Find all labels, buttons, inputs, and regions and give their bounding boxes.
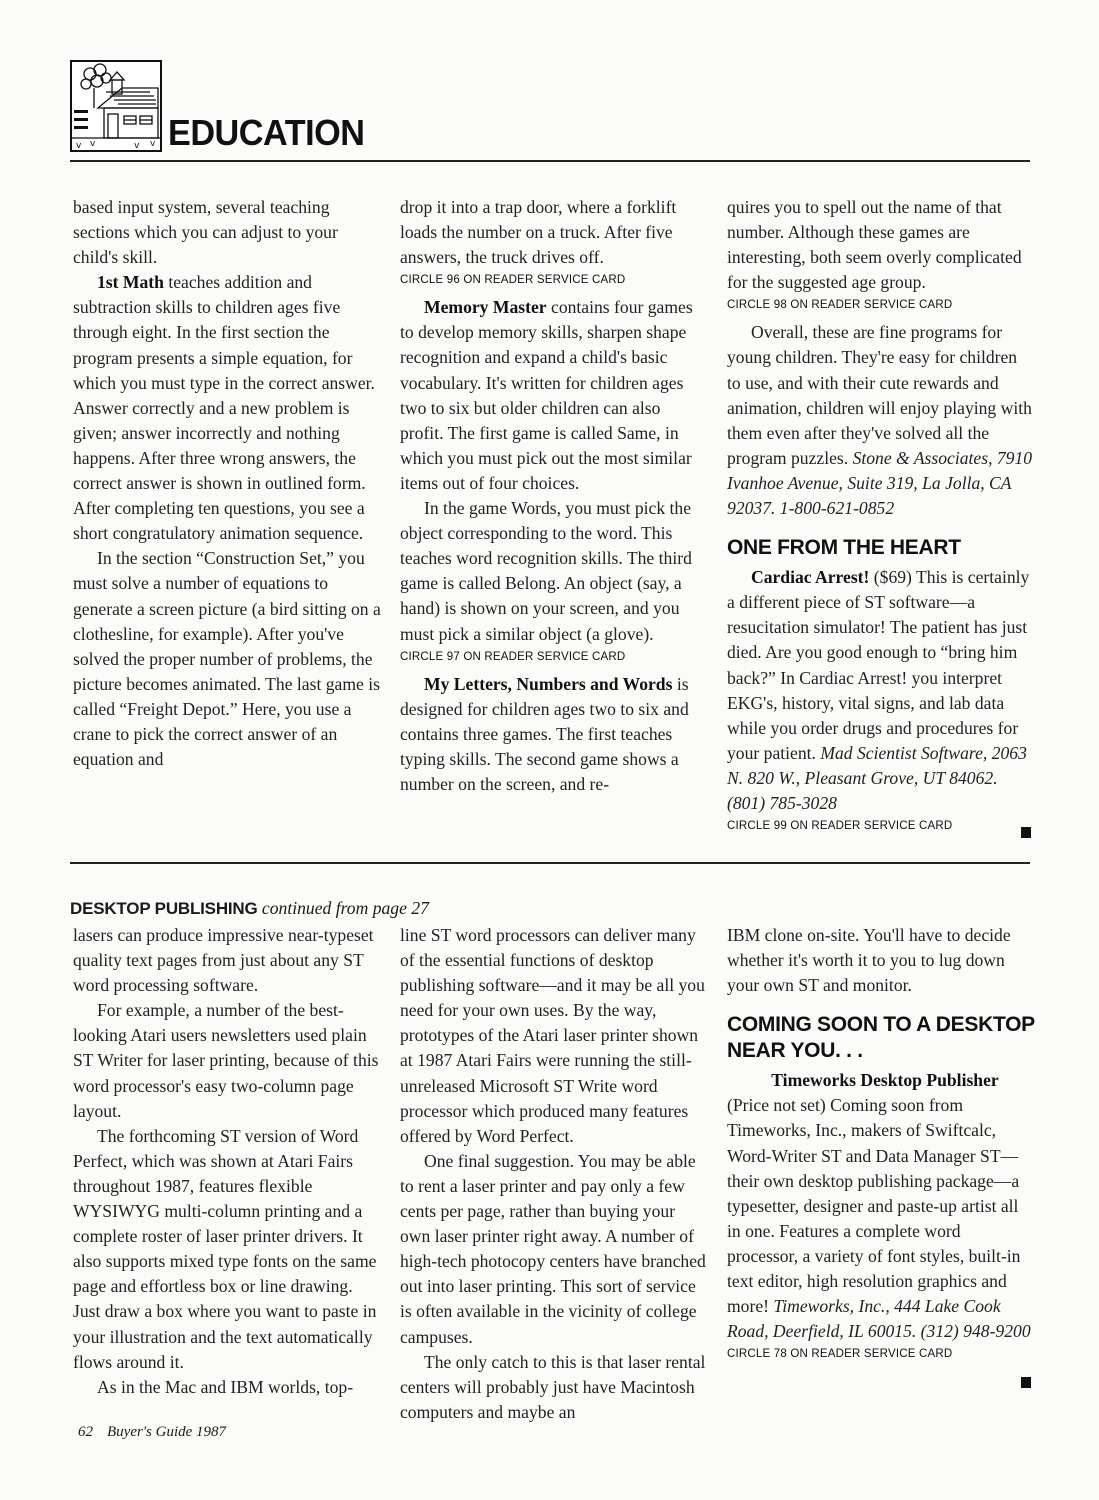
svg-text:v: v — [150, 139, 156, 149]
paragraph: Memory Master contains four games to develop memory skills, sharpen shape recognition and expand a child's basic vocabulary. It's written for children ages two to six but older children can also profit. The first game is called Same, in which you must pick out the most similar items out of four choices. — [400, 297, 693, 493]
top-column-1 — [73, 195, 381, 772]
reader-service-note: CIRCLE 97 ON READER SERVICE CARD — [400, 650, 626, 663]
paragraph: For example, a number of the best-looking Atari users newsletters used plain ST Writer for laser printing, because of this word processor's easy two-column page layout. — [73, 1000, 379, 1121]
paragraph: The only catch to this is that laser rental centers will probably just have Macintosh computers and maybe an — [400, 1351, 706, 1422]
paragraph: IBM clone on-site. You'll have to decide whether it's worth it to you to lug down your own ST and monitor. — [727, 925, 1011, 996]
paragraph: drop it into a trap door, where a forklift loads the number on a truck. After five answers, the truck drives off. — [400, 197, 677, 268]
bottom-column-3 — [727, 923, 1035, 1369]
product-name: My Letters, Numbers and Words — [424, 673, 673, 694]
subheading: ONE FROM THE HEART — [727, 536, 961, 560]
continued-header — [70, 898, 429, 919]
product-name: Memory Master — [424, 297, 547, 318]
paragraph: In the game Words, you must pick the object corresponding to the word. This teaches word recognition skills. The third game is called Belong. An object (say, a hand) is shown on your screen, and you must pick a similar object (a glove). — [400, 498, 692, 644]
paragraph: lasers can produce impressive near-typeset quality text pages from just about any ST word processing software. — [73, 925, 374, 996]
paragraph: 1st Math teaches addition and subtraction skills to children ages five through eight. In the first section the program presents a simple equation, for which you must type in the correct answer. Answer correctly and a new problem is given; answer incorrectly and nothing happens. After three wrong answers, the correct answer is shown in outlined form. After completing ten questions, you see a short congratulatory animation sequence. — [73, 272, 375, 544]
paragraph: based input system, several teaching sections which you can adjust to your child's skill. — [73, 197, 338, 268]
bottom-column-2 — [400, 923, 708, 1425]
reader-service-note: CIRCLE 96 ON READER SERVICE CARD — [400, 274, 626, 287]
end-of-article-mark — [1021, 827, 1031, 838]
product-name: Cardiac Arrest! — [751, 567, 870, 588]
top-column-3 — [727, 195, 1035, 841]
vendor-address: Mad Scientist Software, 2063 N. 820 W., Pleasant Grove, UT 84062. (801) 785-3028 — [727, 742, 1027, 813]
schoolhouse-logo — [70, 60, 162, 154]
reader-service-note: CIRCLE 78 ON READER SERVICE CARD — [727, 1348, 953, 1361]
bottom-column-1 — [73, 923, 381, 1400]
paragraph: (Price not set) Coming soon from Timeworks, Inc., makers of Swiftcalc, Word-Writer ST and Data Manager ST—their own desktop publishing package—a typesetter, designer and paste-up artist all in one. Features a complete word processor, a variety of font styles, built-in text editor, high resolution graphics and more! Timeworks, Inc., 444 Lake Cook Road, Deerfield, IL 60015. (312) 948-9200 — [727, 1095, 1031, 1342]
publication-name: Buyer's Guide 1987 — [107, 1424, 227, 1440]
continued-title: DESKTOP PUBLISHING — [70, 899, 258, 918]
section-divider — [70, 862, 1030, 864]
section-title: EDUCATION — [168, 112, 365, 153]
vendor-address: Timeworks, Inc., 444 Lake Cook Road, Deerfield, IL 60015. (312) 948-9200 — [727, 1296, 1031, 1342]
paragraph: One final suggestion. You may be able to rent a laser printer and pay only a few cents per page, rather than buying your own laser printer right away. A number of high-tech photocopy centers have branched out into laser printing. This sort of service is often available in the vicinity of college campuses. — [400, 1150, 706, 1347]
vendor-address: Stone & Associates, 7910 Ivanhoe Avenue, Suite 319, La Jolla, CA 92037. 1-800-621-0852 — [727, 447, 1033, 519]
reader-service-note: CIRCLE 98 ON READER SERVICE CARD — [727, 299, 953, 312]
header-rule — [70, 160, 1030, 162]
paragraph: quires you to spell out the name of that number. Although these games are interesting, both seem overly complicated for the suggested age group. — [727, 197, 1022, 293]
paragraph: The forthcoming ST version of Word Perfect, which was shown at Atari Fairs throughout 1987, features flexible WYSIWYG multi-column printing and a complete roster of laser printer drivers. It also supports mixed type fonts on the same page and effortless box or line drawing. Just draw a box where you want to paste in your illustration and the text automatically flows around it. — [73, 1125, 377, 1372]
continued-from: continued from page 27 — [257, 898, 429, 918]
svg-text:v: v — [76, 141, 82, 151]
product-name: 1st Math — [97, 272, 164, 293]
svg-text:v: v — [90, 139, 96, 149]
reader-service-note: CIRCLE 99 ON READER SERVICE CARD — [727, 820, 953, 833]
paragraph: Cardiac Arrest! ($69) This is certainly a different piece of ST software—a resucitation simulator! The patient has just died. Are you good enough to “bring him back?” In Cardiac Arrest! you interpret EKG's, history, vital signs, and lab data while you order drugs and procedures for your patient. Mad Scientist Software, 2063 N. 820 W., Pleasant Grove, UT 84062. (801) 785-3028 — [727, 567, 1030, 813]
paragraph: In the section “Construction Set,” you must solve a number of equations to generate a screen picture (a bird sitting on a clothesline, for example). After you've solved the proper number of problems, the picture becomes animated. The last game is called “Freight Depot.” Here, you use a crane to pick the correct answer of an equation and — [73, 548, 381, 770]
svg-text:v: v — [134, 141, 140, 151]
paragraph: Overall, these are fine programs for young children. They're easy for children to use, and with their cute rewards and animation, children will enjoy playing with them even after they've solved all the program puzzles. Stone & Associates, 7910 Ivanhoe Avenue, Suite 319, La Jolla, CA 92037. 1-800-621-0852 — [727, 322, 1033, 519]
paragraph: As in the Mac and IBM worlds, top- — [97, 1376, 354, 1397]
subheading: COMING SOON TO A DESKTOP NEAR YOU. . . — [727, 1013, 1035, 1063]
product-title: Timeworks Desktop Publisher — [771, 1070, 999, 1091]
page-footer — [78, 1424, 226, 1441]
page-number: 62 — [78, 1424, 93, 1440]
top-column-2 — [400, 195, 708, 797]
paragraph: line ST word processors can deliver many of the essential functions of desktop publishing software—and it may be all you need for your own uses. By the way, prototypes of the Atari laser printer shown at 1987 Atari Fairs were running the still-unreleased Microsoft ST Write word processor which produced many features offered by Word Perfect. — [400, 925, 705, 1146]
paragraph: My Letters, Numbers and Words is designed for children ages two to six and contains three games. The first teaches typing skills. The second game shows a number on the screen, and re- — [400, 673, 689, 794]
end-of-article-mark — [1021, 1377, 1031, 1388]
